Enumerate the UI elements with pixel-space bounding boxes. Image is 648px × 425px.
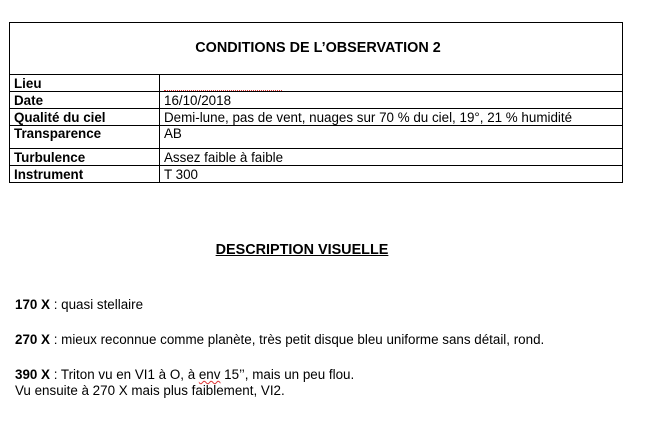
label-turbulence: Turbulence [10, 149, 160, 166]
row-lieu [10, 75, 623, 92]
value-date: 16/10/2018 [160, 92, 623, 109]
observation-text: : quasi stellaire [50, 297, 144, 312]
label-qualite-ciel: Qualité du ciel [10, 109, 160, 126]
label-date: Date [10, 92, 160, 109]
value-instrument: T 300 [160, 166, 623, 183]
magnification-270x: 270 X [15, 332, 50, 347]
magnification-390x: 390 X [15, 367, 50, 382]
conditions-title: CONDITIONS DE L’OBSERVATION 2 [10, 23, 623, 75]
row-transparence [10, 126, 623, 149]
value-turbulence: Assez faible à faible [160, 149, 623, 166]
description-title: DESCRIPTION VISUELLE [215, 242, 389, 258]
conditions-table [9, 22, 623, 183]
observation-text-a: : Triton vu en VI1 à O, à [50, 367, 199, 382]
observation-text-b: 15’’, mais un peu flou. [220, 367, 355, 382]
label-transparence: Transparence [10, 126, 160, 149]
observation-text-line2: Vu ensuite à 270 X mais plus faiblement, VI2. [15, 383, 285, 398]
row-qualite-ciel [10, 109, 623, 126]
observation-text: : mieux reconnue comme planète, très petit disque bleu uniforme sans détail, rond. [50, 332, 545, 347]
row-turbulence [10, 149, 623, 166]
spelling-flagged-word: env [198, 367, 221, 382]
label-instrument: Instrument [10, 166, 160, 183]
value-lieu [160, 75, 623, 92]
magnification-170x: 170 X [15, 297, 50, 312]
value-qualite-ciel: Demi-lune, pas de vent, nuages sur 70 % du ciel, 19°, 21 % humidité [160, 109, 623, 126]
value-transparence: AB [160, 126, 623, 149]
observation-170x [15, 297, 143, 313]
observation-390x [15, 367, 354, 399]
label-lieu: Lieu [10, 75, 160, 92]
observation-270x [15, 332, 544, 348]
redacted-location [164, 76, 282, 91]
row-date [10, 92, 623, 109]
row-instrument [10, 166, 623, 183]
